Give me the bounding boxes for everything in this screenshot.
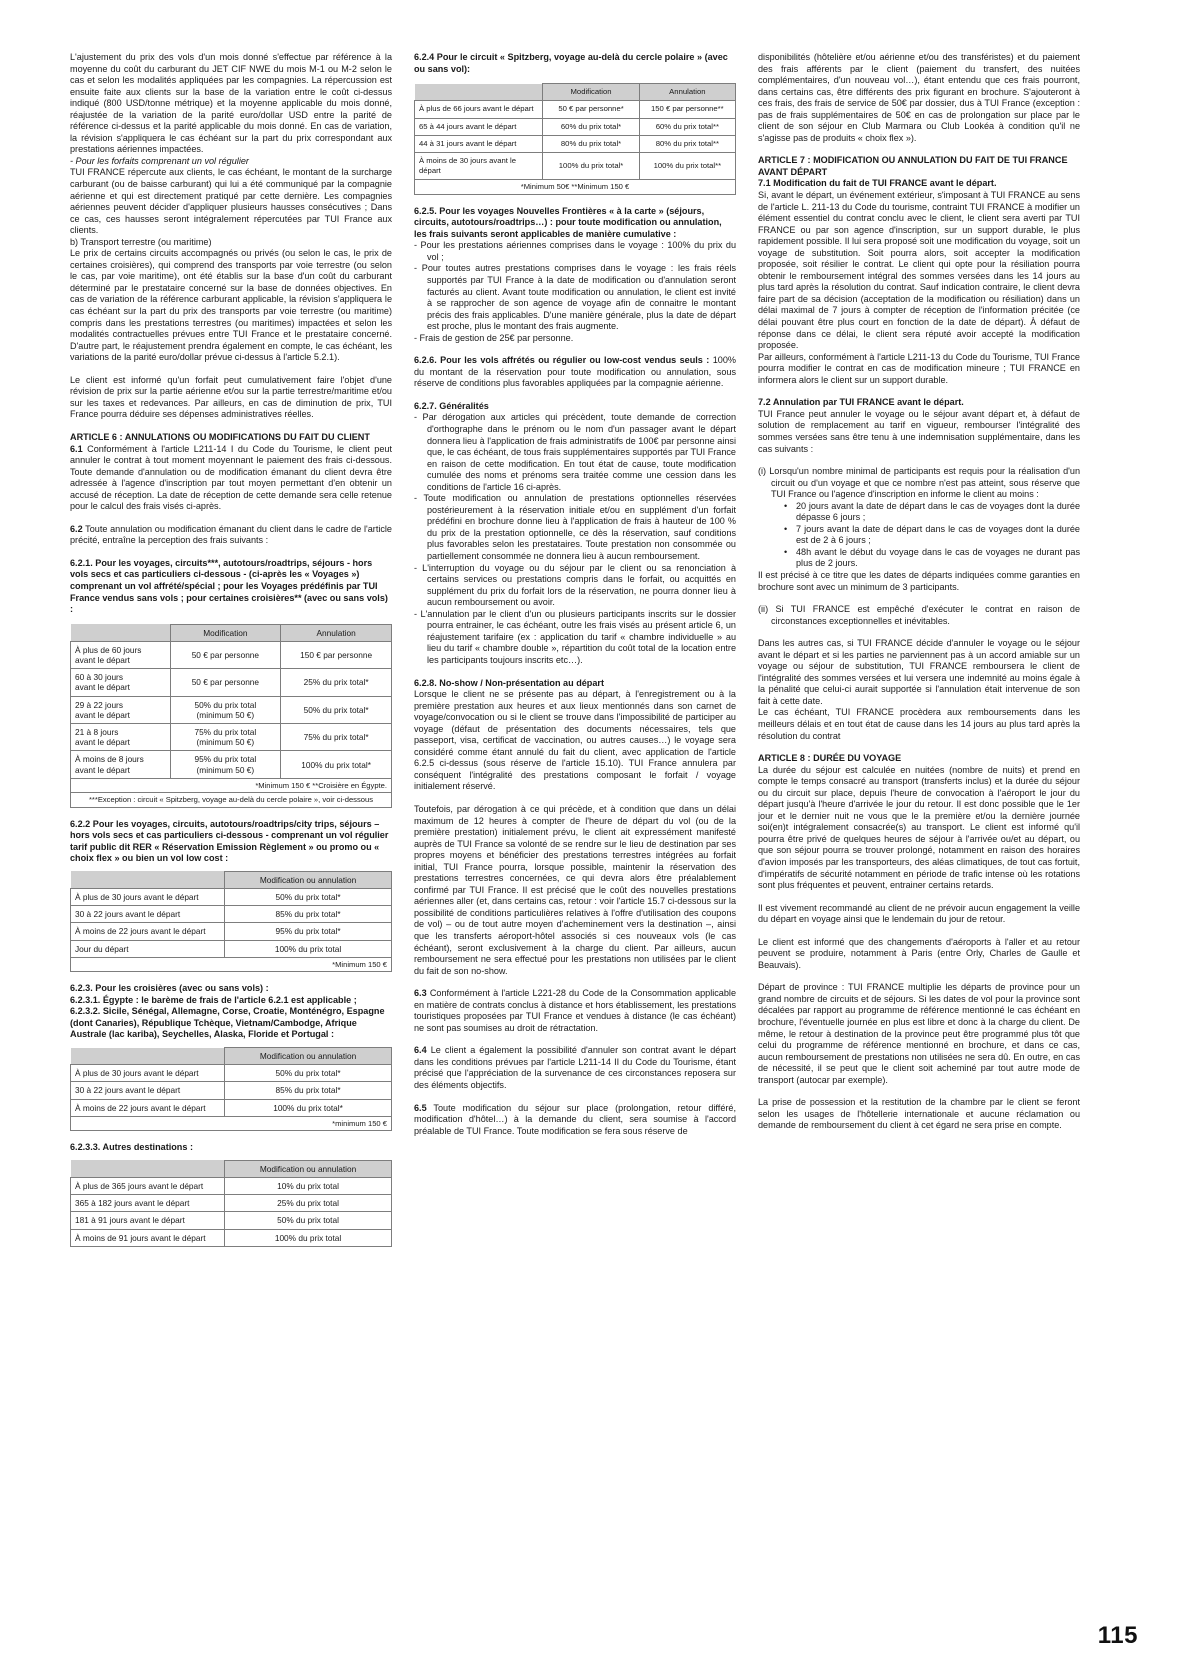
cell-annulation: 60% du prix total** — [639, 118, 735, 135]
paragraph-6-2-8-a: Lorsque le client ne se présente pas au départ, à l'enregistrement ou à la première prestation aux heures et aux lieux mentionnés dans son carnet de voyage/convocation ou si le client se trouve dans l'impossibilité de participer au voyage (défaut de présentation des documents nécessaires, tels que passeport, visa, certificat de vaccination, ou autres causes…) le voyage sera considéré comme étant annulé du fait du client, avec application de l'article 6.2.5 ci-dessus (sous réserve de l'article 15.10). TUI France annulera par conséquent l'intégralité des prestations composant le forfait / voyage initialement réservé. — [414, 689, 736, 792]
clause-text-6-4: Le client a également la possibilité d'annuler son contrat avant le départ dans les conditions prévues par l'article L211-14 II du Code du Tourisme, étant précisé que l'appréciation de la survenance de ces circonstances reposera sur des éléments objectifs. — [414, 1045, 736, 1090]
cell-modification: 80% du prix total* — [543, 135, 639, 152]
table-header-row — [71, 624, 392, 641]
heading-6-2-3: 6.2.3. Pour les croisières (avec ou sans vols) : — [70, 983, 269, 994]
table-6-2-2-wrapper — [70, 871, 392, 972]
paragraph-regular-flight-italic: - Pour les forfaits comprenant un vol régulier — [70, 155, 249, 166]
cell-annulation: 50% du prix total* — [281, 696, 392, 723]
table-6-2-3-2-wrapper — [70, 1047, 392, 1131]
table-row — [71, 906, 392, 923]
table-row — [415, 135, 736, 152]
paragraph-7-1: Si, avant le départ, un événement extérieur, s'imposant à TUI FRANCE au sens de l'article L. 211-13 du Code du tourisme, contraint TUI FRANCE à modifier un élément essentiel du contrat conclu avec le client, le client sera averti par TUI FRANCE ou par son agence d'inscription, sur un support durable, le plus rapidement possible. Il lui sera proposé soit une modification du voyage, soit un voyage de substitution. Soit pourra alors, soit accepter la modification proposée, soit résilier le contrat. Le client qui opte pour la résiliation pourra obtenir le remboursement intégral des sommes versées dans les 14 jours au plus tard après la résolution du contrat. Sauf indication contraire, le client devra faire part de sa décision (acceptation de la modification ou résiliation) dans un délai maximal de 7 jours à compter de réception de l'information précitée (ce délai pouvant être plus court en fonction de la date de départ). À défaut de réponse dans ce délai, le client sera réputé avoir accepté la modification proposée. — [758, 190, 1080, 351]
table-row — [71, 751, 392, 778]
cell-period: 30 à 22 jours avant le départ — [71, 1082, 225, 1099]
table-header-modification: Modification — [170, 624, 281, 641]
paragraph-cumulative-revision: Le client est informé qu'un forfait peut cumulativement faire l'objet d'une révision de prix sur la partie aérienne et/ou sur la partie terrestre/maritime et/ou sur les taxes et redevances. Par ailleurs, en cas de diminution de prix, TUI France pourra déduire ses dépenses administratives réelles. — [70, 374, 392, 420]
paragraph-8-2: Il est vivement recommandé au client de ne prévoir aucun engagement la veille du départ en voyage ainsi que le lendemain du jour de retour. — [758, 902, 1080, 925]
cell-modification: 75% du prix total (minimum 50 €) — [170, 724, 281, 751]
cell-period: 365 à 182 jours avant le départ — [71, 1195, 225, 1212]
table-header-modif-annul: Modification ou annulation — [225, 871, 392, 888]
table-note: *Minimum 150 € — [71, 957, 392, 971]
cell-annulation: 150 € par personne** — [639, 101, 735, 118]
bullet-text: 20 jours avant la date de départ dans le cas de voyages dont la durée dépasse 6 jours ; — [796, 500, 1080, 523]
cell-annulation: 80% du prix total** — [639, 135, 735, 152]
table-row — [71, 1099, 392, 1116]
cell-period: 29 à 22 jours avant le départ — [71, 696, 171, 723]
cell-value: 50% du prix total* — [225, 1065, 392, 1082]
paragraph-land-transport: Le prix de certains circuits accompagnés ou privés (ou selon le cas, le prix de certaines croisières), qui comprend des transports par voie terrestre (ou selon le cas, par voie maritime), ont été établis sur la base d'un coût du carburant déterminé par le prestataire concerné sur la base de données objectives. En cas de variation de la référence carburant applicable, la révision s'appliquera le cas échéant sur la part du prix des transports par voie terrestre (ou maritime) compris dans les prestations terrestres (ou maritimes) impactées et selon les modalités contractuelles prévues entre TUI France et le prestataire concerné. D'autre part, le réajustement prendra également en compte, le cas échéant, les variations de la parité euro/dollar prévue ci-dessus à l'article 5.2.1). — [70, 248, 392, 363]
list-item — [784, 547, 1080, 570]
table-header-modif-annul: Modification ou annulation — [225, 1048, 392, 1065]
table-note: *Minimum 50€ **Minimum 150 € — [415, 180, 736, 194]
bullet-6-2-5-3: - Frais de gestion de 25€ par personne. — [414, 332, 574, 343]
paragraph-availability: disponibilités (hôtelière et/ou aérienne et/ou des transféristes) et du paiement des frais afférents par le client (paiement du transfert, des nuitées complémentaires, d'un nouveau vol…), étant entendu que ces frais pourront, dans certains cas, être différents des prix figurant en brochure. S'ajouteront à ces frais, des frais de service de 50€ par dossier, dus à TUI France (exception : pas de frais supplémentaires de 50€ en cas de prolongation sur place par le client de son séjour en Club Marmara ou Club Lookéa à condition qu'il ne s'agisse pas de produits « choix flex »). — [758, 52, 1080, 143]
paragraph-land-transport-heading: b) Transport terrestre (ou maritime) — [70, 236, 212, 247]
heading-6-2-3-3: 6.2.3.3. Autres destinations : — [70, 1142, 193, 1153]
table-header-annulation: Annulation — [639, 84, 735, 101]
table-row — [71, 1082, 392, 1099]
table-header-modification: Modification — [543, 84, 639, 101]
paragraph-6-2 — [70, 524, 392, 547]
cell-modification: 50% du prix total (minimum 50 €) — [170, 696, 281, 723]
cell-period: 181 à 91 jours avant le départ — [71, 1212, 225, 1229]
clause-text-6-5: Toute modification du séjour sur place (prolongation, retour différé, modification d'hôtel…) à la demande du client, sera soumise à l'accord préalable de TUI France. Toute modification se fera sous réserve de — [414, 1102, 736, 1136]
heading-7-2: 7.2 Annulation par TUI FRANCE avant le départ. — [758, 397, 964, 408]
clause-text-6-3: Conformément à l'article L221-28 du Code de la Consommation applicable en matière de contrats conclus à distance et hors établissement, les prestations touristiques proposées par TUI France et vendues à distance (le cas échéant) ne sont pas soumises au droit de rétractation. — [414, 988, 736, 1033]
bullet-text: 7 jours avant la date de départ dans le cas de voyages dont la durée est de 2 à 6 jours ; — [796, 523, 1080, 546]
list-item — [784, 501, 1080, 524]
table-header-row — [71, 1160, 392, 1177]
table-note-row — [415, 180, 736, 194]
cell-value: 95% du prix total* — [225, 923, 392, 940]
heading-6-2-8: 6.2.8. No-show / Non-présentation au départ — [414, 677, 604, 688]
cell-modification: 50 € par personne — [170, 641, 281, 668]
table-header-blank — [71, 871, 225, 888]
table-row — [415, 101, 736, 118]
column-1 — [70, 52, 392, 1572]
table-row — [71, 641, 392, 668]
paragraph-7-2-i: (i) Lorsqu'un nombre minimal de participants est requis pour la réalisation d'un circuit ou d'un voyage et que ce nombre n'est pas atteint, sous réserve que TUI France ou l'agence d'inscription en informe le client au moins : — [758, 466, 1080, 500]
article8-title: ARTICLE 8 : DURÉE DU VOYAGE — [758, 753, 902, 764]
table-6-2-3-2 — [70, 1047, 392, 1131]
paragraph-8-4: Départ de province : TUI FRANCE multiplie les départs de province pour un grand nombre de circuits et de séjours. Si les dates de vol pour la province sont décalées par rapport au programme de référence mentionné le cas échéant en brochure, l'éventuelle journée en plus est libre et donc à la charge du client. De même, le retour à destination de la province peut être programmé plus tôt que celui du programme de référence mentionné en brochure, et dans ce cas, aucun remboursement de prestations non utilisées ne sera dû. En outre, en cas de nécessité, il se peut que le client soit acheminé par tout autre mode de transport (autocar par exemple). — [758, 982, 1080, 1085]
paragraph-6-5 — [414, 1103, 736, 1138]
cell-period: À plus de 30 jours avant le départ — [71, 1065, 225, 1082]
cell-period: 60 à 30 jours avant le départ — [71, 669, 171, 696]
cell-modification: 100% du prix total* — [543, 152, 639, 179]
paragraph-fuel-surcharge: TUI FRANCE répercute aux clients, le cas échéant, le montant de la surcharge carburant (ou de baisse carburant) qui lui a été communiqué par la compagnie aérienne et qui est directement pratiqué par cette dernière. Les compagnies aériennes peuvent décider d'appliquer plusieurs hausses consécutives ; Dans ce cas, ces hausses seront intégralement répercutées par TUI France aux clients. — [70, 167, 392, 236]
cell-period: À plus de 66 jours avant le départ — [415, 101, 543, 118]
table-note-2: ***Exception : circuit « Spitzberg, voyage au-delà du cercle polaire », voir ci-dessous — [71, 793, 392, 807]
column-2 — [414, 52, 736, 1572]
cell-period: À moins de 22 jours avant le départ — [71, 1099, 225, 1116]
table-row — [71, 940, 392, 957]
cell-modification: 50 € par personne — [170, 669, 281, 696]
clause-number-6-2: 6.2 — [70, 523, 83, 534]
cell-annulation: 100% du prix total* — [281, 751, 392, 778]
cell-period: 30 à 22 jours avant le départ — [71, 906, 225, 923]
table-6-2-4 — [414, 83, 736, 195]
paragraph-8-1: La durée du séjour est calculée en nuitées (nombre de nuits) et prend en compte le temps consacré au transport (transferts inclus) et la durée du séjour ou du circuit sur place, depuis l'heure de convocation à l'aéroport le jour du départ jusqu'à l'heure d'arrivée le jour du retour. Il est donc possible que le 1er jour et le dernier nuit ne vous que le la première et/ou la dernière journée soi(en)t intégralement consacrée(s) au transport. Le client est informé qu'il pourra être privé de quelques heures de séjour à l'arrivée ou/et au départ, ou que son séjour pourra se trouver prolongé, notamment en raison des horaires d'avion imposés par les transporteurs, des aléas climatiques, de tout cas fortuit, d'impératifs de sécurité notamment en période de trafic intense où les rotations sont plus fréquentes et peuvent, entrainer certains retards. — [758, 764, 1080, 891]
paragraph-6-1 — [70, 444, 392, 513]
cell-annulation: 100% du prix total** — [639, 152, 735, 179]
cell-period: Jour du départ — [71, 940, 225, 957]
cell-period: 44 à 31 jours avant le départ — [415, 135, 543, 152]
heading-6-2-1: 6.2.1. Pour les voyages, circuits***, autotours/roadtrips, séjours - hors vols secs et cas particuliers ci-dessous - (ci-après les « Voyages ») comprenant un vol affrété/spécial ; pour les Voyages prédéfinis par TUI France vendus sans vols ; pour certaines croisières** (avec ou sans vols) : — [70, 557, 388, 615]
bullet-6-2-7-2: - Toute modification ou annulation de prestations optionnelles réservées postérieurement à la réservation initiale et/ou en supplément d'un forfait prédéfini en brochure donne lieu à l'application de frais à hauteur de 100 % du prix de la prestation optionnelle, ce dès la réservation, sauf conditions plus favorables selon les prestataires. Toute prestation non consommée ou partiellement consommée ne donnera lieu à aucun remboursement. — [414, 493, 736, 562]
bullet-6-2-5-2: - Pour toutes autres prestations comprises dans le voyage : les frais réels supportés par TUI France à la date de modification ou d'annulation seront facturés au client. Avant toute modification ou annulation, le client est invité à se rapprocher de son agence de voyage afin de connaitre le montant précis des frais applicables. D'une manière générale, plus la date de départ est proche, plus le montant des frais augmente. — [414, 263, 736, 332]
table-header-blank — [71, 624, 171, 641]
table-row — [415, 152, 736, 179]
bullet-6-2-7-3: - L'interruption du voyage ou du séjour par le client ou sa renonciation à certains services ou prestations compris dans le forfait, ou acquittés en supplément du prix du forfait lors de la réservation, ne pourra donner lieu à aucun remboursement ou avoir. — [414, 562, 736, 608]
paragraph-7-2: TUI France peut annuler le voyage ou le séjour avant départ et, à défaut de solution de remplacement au tarif en vigueur, rembourser l'intégralité des sommes versées sans être tenu à une indemnisation supplémentaire, dans les cas suivants : — [758, 408, 1080, 454]
paragraph-6-2-6 — [414, 355, 736, 390]
table-header-blank — [71, 1048, 225, 1065]
heading-6-2-5: 6.2.5. Pour les voyages Nouvelles Frontières « à la carte » (séjours, circuits, autotours/roadtrips…) : pour toute modification ou annulation, les frais suivants seront applicables de manière cumulative : — [414, 205, 722, 239]
cell-value: 10% du prix total — [225, 1177, 392, 1194]
cell-value: 25% du prix total — [225, 1195, 392, 1212]
bullet-icon: • — [784, 546, 788, 557]
table-row — [71, 889, 392, 906]
table-row — [71, 669, 392, 696]
paragraph-7-1-b: Par ailleurs, conformément à l'article L211-13 du Code du Tourisme, TUI France pourra modifier le contrat en cas de modification mineure ; TUI FRANCE en informera alors le client sur un support durable. — [758, 351, 1080, 385]
cell-modification: 60% du prix total* — [543, 118, 639, 135]
cell-period: À moins de 22 jours avant le départ — [71, 923, 225, 940]
cell-value: 50% du prix total* — [225, 889, 392, 906]
table-6-2-2 — [70, 871, 392, 972]
paragraph-8-5: La prise de possession et la restitution de la chambre par le client se feront selon les usages de l'hôtellerie internationale et aucune réclamation ou demande de remboursement du client à cet égard ne sera prise en compte. — [758, 1097, 1080, 1131]
table-header-row — [71, 871, 392, 888]
article6-title: ARTICLE 6 : ANNULATIONS OU MODIFICATIONS DU FAIT DU CLIENT — [70, 431, 370, 442]
table-row — [71, 724, 392, 751]
cell-period: À moins de 30 jours avant le départ — [415, 152, 543, 179]
table-header-row — [415, 84, 736, 101]
bullet-text: 48h avant le début du voyage dans le cas de voyages ne durant pas plus de 2 jours. — [796, 546, 1080, 569]
table-6-2-1-wrapper — [70, 624, 392, 808]
column-3 — [758, 52, 1080, 1572]
clause-text-6-2: Toute annulation ou modification émanant du client dans le cadre de l'article précité, entraîne la perception des frais suivants : — [70, 523, 392, 546]
heading-6-2-7: 6.2.7. Généralités — [414, 400, 489, 411]
bullet-6-2-7-4: - L'annulation par le client d'un ou plusieurs participants inscrits sur le dossier pourra entrainer, le cas échéant, outre les frais visés au présent article 6, un réajustement tarifaire (ex : application du tarif « chambre individuelle » au lieu du tarif « chambre double », répartition du coût total de la location entre les participants toujours inscrits etc…). — [414, 608, 736, 665]
paragraph-8-3: Le client est informé que des changements d'aéroports à l'aller et au retour peuvent se produire, notamment à Paris (entre Orly, Charles de Gaulle et Beauvais). — [758, 936, 1080, 970]
table-note-row — [71, 778, 392, 792]
cell-value: 85% du prix total* — [225, 906, 392, 923]
cell-value: 50% du prix total — [225, 1212, 392, 1229]
table-6-2-3-3-wrapper — [70, 1160, 392, 1247]
cell-value: 85% du prix total* — [225, 1082, 392, 1099]
three-column-layout — [70, 52, 1132, 1572]
table-note: *minimum 150 € — [71, 1116, 392, 1130]
heading-6-2-6: 6.2.6. Pour les vols affrétés ou régulier ou low-cost vendus seuls : — [414, 355, 710, 366]
cell-period: À moins de 91 jours avant le départ — [71, 1229, 225, 1246]
table-note-1: *Minimum 150 € **Croisière en Égypte. — [71, 778, 392, 792]
cell-period: 21 à 8 jours avant le départ — [71, 724, 171, 751]
paragraph-7-2-after-2: Le cas échéant, TUI FRANCE procèdera aux remboursements dans les meilleurs délais et en tout état de cause dans les 14 jours au plus tard après la résolution du contrat — [758, 707, 1080, 741]
table-header-blank — [415, 84, 543, 101]
clause-number-6-1: 6.1 — [70, 443, 83, 454]
table-6-2-3-3 — [70, 1160, 392, 1247]
cell-value: 100% du prix total — [225, 940, 392, 957]
table-row — [71, 696, 392, 723]
table-row — [71, 923, 392, 940]
bullet-6-2-5-1: - Pour les prestations aériennes comprises dans le voyage : 100% du prix du vol ; — [414, 240, 736, 262]
article7-title: ARTICLE 7 : MODIFICATION OU ANNULATION DU FAIT DE TUI FRANCE AVANT DÉPART — [758, 155, 1068, 177]
table-note-row — [71, 1116, 392, 1130]
table-row — [71, 1195, 392, 1212]
cell-period: À moins de 8 jours avant le départ — [71, 751, 171, 778]
paragraph-7-2-after: Dans les autres cas, si TUI FRANCE décide d'annuler le voyage ou le séjour avant le départ et si les parties ne parviennent pas à un accord amiable sur un voyage ou séjour de substitution, TUI FRANCE remboursera le client de l'intégralité des sommes versées et lui versera une indemnité au moins égale à la pénalité que celui-ci aurait supportée si l'annulation était intervenue de son fait à cette date. — [758, 638, 1080, 706]
table-row — [71, 1212, 392, 1229]
cell-period: À plus de 365 jours avant le départ — [71, 1177, 225, 1194]
table-header-annulation: Annulation — [281, 624, 392, 641]
cell-value: 100% du prix total* — [225, 1099, 392, 1116]
paragraph-7-2-end: Il est précisé à ce titre que les dates de départs indiquées comme garanties en brochure sont avec un minimum de 3 participants. — [758, 569, 1080, 592]
table-header-modif-annul: Modification ou annulation — [225, 1160, 392, 1177]
cell-annulation: 25% du prix total* — [281, 669, 392, 696]
table-row — [415, 118, 736, 135]
clause-text-6-1: Conformément à l'article L211-14 I du Code du Tourisme, le client peut annuler le contrat à tout moment moyennant le paiement des frais ci-dessous. Toute demande d'annulation ou de modification émanant du client devra être adressée à l'agence d'inscription par tout moyen permettant d'en obtenir un accusé de réception. La date de réception de cette demande sera celle retenue pour le calcul des frais visés ci-après. — [70, 443, 392, 512]
cell-value: 100% du prix total — [225, 1229, 392, 1246]
paragraph-6-4 — [414, 1045, 736, 1091]
clause-number-6-4: 6.4 — [414, 1045, 427, 1056]
cell-annulation: 150 € par personne — [281, 641, 392, 668]
bullet-icon: • — [784, 523, 788, 534]
table-row — [71, 1065, 392, 1082]
table-row — [71, 1229, 392, 1246]
paragraph-fuel-adjustment: L'ajustement du prix des vols d'un mois donné s'effectue par référence à la moyenne du coût du carburant du JET CIF NWE du mois M-1 ou M-2 selon le cas et selon les modalités appliquées par les compagnies. La répercussion est ensuite faite aux clients sur la base de la variation entre le coût ci-dessus indiqué (800 USD/tonne métrique) et la moyenne applicable du mois donné, réajustée de la variation de la parité euro/dollar USD entre la parité de référence ci-dessus et la parité applicable du mois donné. En cas de variation, la révision s'appliquera le cas échéant sur la part du prix correspondant aux prestations aériennes impactées. — [70, 52, 392, 155]
clause-number-6-5: 6.5 — [414, 1102, 427, 1113]
text-6-2-6: 100% du montant de la réservation pour toute modification ou annulation, sous réserve de conditions plus favorables appliquées par la compagnie aérienne. — [414, 355, 736, 389]
cell-modification: 95% du prix total (minimum 50 €) — [170, 751, 281, 778]
heading-6-2-4: 6.2.4 Pour le circuit « Spitzberg, voyage au-delà du cercle polaire » (avec ou sans vol): — [414, 52, 728, 74]
cell-annulation: 75% du prix total* — [281, 724, 392, 751]
cell-period: 65 à 44 jours avant le départ — [415, 118, 543, 135]
bullet-6-2-7-1: - Par dérogation aux articles qui précèdent, toute demande de correction d'orthographe dans le prénom ou le nom d'un passager avant le départ donnera lieu à l'application de frais administratifs de 100€ par personne ainsi que, le cas échéant, de tous frais supplémentaires supportés par TUI France en raison de cette modification. En tout état de cause, toute modification cumulée des noms et prénoms sera traitée comme une cession dans les conditions de l'article 16 ci-après. — [414, 412, 736, 492]
table-header-blank — [71, 1160, 225, 1177]
table-row — [71, 1177, 392, 1194]
table-6-2-1 — [70, 624, 392, 808]
table-header-row — [71, 1048, 392, 1065]
heading-7-1: 7.1 Modification du fait de TUI FRANCE avant le départ. — [758, 178, 997, 189]
clause-number-6-3: 6.3 — [414, 988, 427, 999]
list-item — [784, 524, 1080, 547]
bullet-list-7-2 — [784, 501, 1080, 570]
paragraph-7-2-ii: (ii) Si TUI FRANCE est empêché d'exécuter le contrat en raison de circonstances exceptionnelles et inévitables. — [758, 604, 1080, 626]
heading-6-2-3-1: 6.2.3.1. Égypte : le barème de frais de l'article 6.2.1 est applicable ; — [70, 994, 357, 1005]
cell-period: À plus de 30 jours avant le départ — [71, 889, 225, 906]
bullet-icon: • — [784, 500, 788, 511]
heading-6-2-2: 6.2.2 Pour les voyages, circuits, autotours/roadtrips/city trips, séjours – hors vols secs et cas particuliers ci-dessous - comprenant un vol régulier tarif public dit RER « Réservation Emission Règlement » ou promo ou « choix flex » ou bien un vol low cost : — [70, 818, 389, 864]
table-6-2-4-wrapper — [414, 83, 736, 195]
table-note-row — [71, 957, 392, 971]
heading-6-2-3-2: 6.2.3.2. Sicile, Sénégal, Allemagne, Corse, Croatie, Monténégro, Espagne (dont Canaries), République Tchèque, Vietnam/Cambodge, Afrique Australe (lac kariba), Seychelles, Alaska, Floride et Portugal : — [70, 1006, 385, 1040]
page-number: 115 — [1097, 1622, 1138, 1649]
cell-modification: 50 € par personne* — [543, 101, 639, 118]
table-note-row — [71, 793, 392, 807]
paragraph-6-2-8-b: Toutefois, par dérogation à ce qui précède, et à condition que dans un délai maximum de 12 heures à compter de l'heure de départ du vol (ou de la première prestation) initialement prévu, le client ait expressément manifesté auprès de TUI France sa volonté de se rendre sur le lieu de destination par ses propres moyens et bénéficier des prestations terrestres intégrées au forfait initial, TUI France pourra, lorsque possible, maintenir la réservation des prestations terrestres concernées, ce qui devra alors être préalablement confirmé par TUI France. Il est précisé que le coût des nouvelles prestations aériennes aller (et, dans certains cas, retour : voir l'article 15.7 ci-dessous sur la possibilité de conditions particulières relatives à l'offre d'utilisation des coupons de vol) – ou de tout autre moyen d'acheminement vers la destination –, ainsi que les transferts aéroport-hôtel associés si ces nouveaux vols (le cas échéant), seront exclusivement à la charge du client. Par ailleurs, aucun remboursement ne sera effectué pour les prestations non utilisées par le client du fait de son no-show. — [414, 803, 736, 976]
paragraph-6-3 — [414, 988, 736, 1034]
cell-period: À plus de 60 jours avant le départ — [71, 641, 171, 668]
